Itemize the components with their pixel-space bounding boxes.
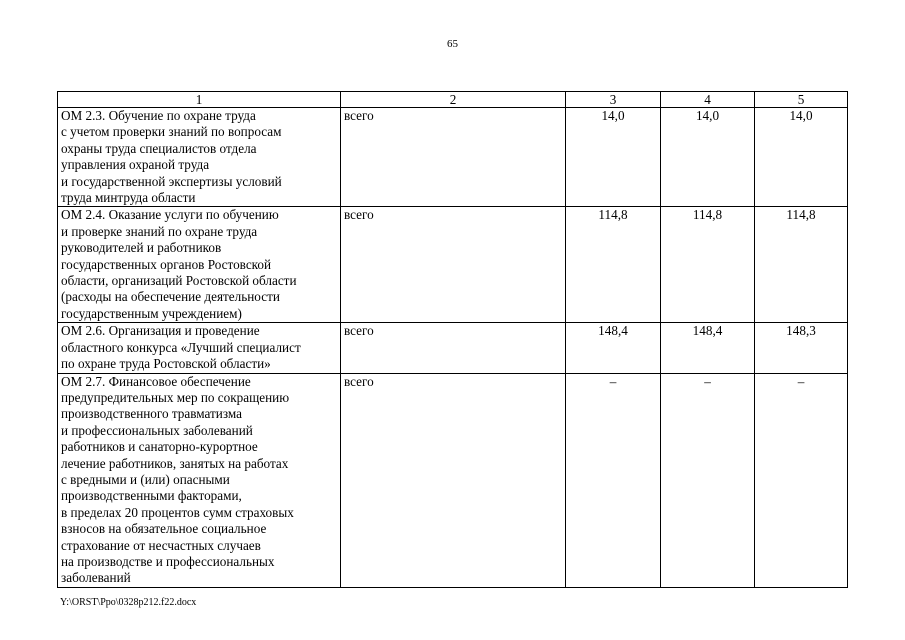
budget-table	[57, 91, 848, 588]
header-cell-2: 2	[341, 92, 566, 108]
value-col-4: 148,4	[661, 323, 755, 373]
value-col-5: 148,3	[755, 323, 848, 373]
measure-name: ОМ 2.6. Организация и проведение областного конкурса «Лучший специалист по охране труда Ростовской области»	[58, 323, 341, 373]
table-row	[58, 373, 848, 587]
value-col-3: 114,8	[566, 207, 661, 323]
value-col-3: 14,0	[566, 108, 661, 207]
header-cell-1: 1	[58, 92, 341, 108]
table-row	[58, 207, 848, 323]
header-cell-3: 3	[566, 92, 661, 108]
funding-type: всего	[341, 373, 566, 587]
value-col-4: –	[661, 373, 755, 587]
funding-type: всего	[341, 323, 566, 373]
value-col-4: 14,0	[661, 108, 755, 207]
header-cell-5: 5	[755, 92, 848, 108]
value-col-5: –	[755, 373, 848, 587]
funding-type: всего	[341, 108, 566, 207]
measure-name: ОМ 2.7. Финансовое обеспечение предупредительных мер по сокращению производственного травматизма и профессиональных заболеваний работников и санаторно-курортное лечение работников, занятых на работах с вредными и (или) опасными производственными факторами, в пределах 20 процентов сумм страховых взносов на обязательное социальное страхование от несчастных случаев на производстве и профессиональных заболеваний	[58, 373, 341, 587]
measure-name: ОМ 2.3. Обучение по охране труда с учетом проверки знаний по вопросам охраны труда специалистов отдела управления охраной труда и государственной экспертизы условий труда минтруда области	[58, 108, 341, 207]
header-cell-4: 4	[661, 92, 755, 108]
value-col-3: 148,4	[566, 323, 661, 373]
measure-name: ОМ 2.4. Оказание услуги по обучению и проверке знаний по охране труда руководителей и работников государственных органов Ростовской области, организаций Ростовской области (расходы на обеспечение деятельности государственным учреждением)	[58, 207, 341, 323]
table-row	[58, 108, 848, 207]
file-path-footer: Y:\ORST\Ppo\0328p212.f22.docx	[60, 597, 197, 608]
table-header-row	[58, 92, 848, 108]
page-number: 65	[447, 38, 458, 50]
funding-type: всего	[341, 207, 566, 323]
value-col-4: 114,8	[661, 207, 755, 323]
value-col-5: 14,0	[755, 108, 848, 207]
value-col-5: 114,8	[755, 207, 848, 323]
value-col-3: –	[566, 373, 661, 587]
table-row	[58, 323, 848, 373]
